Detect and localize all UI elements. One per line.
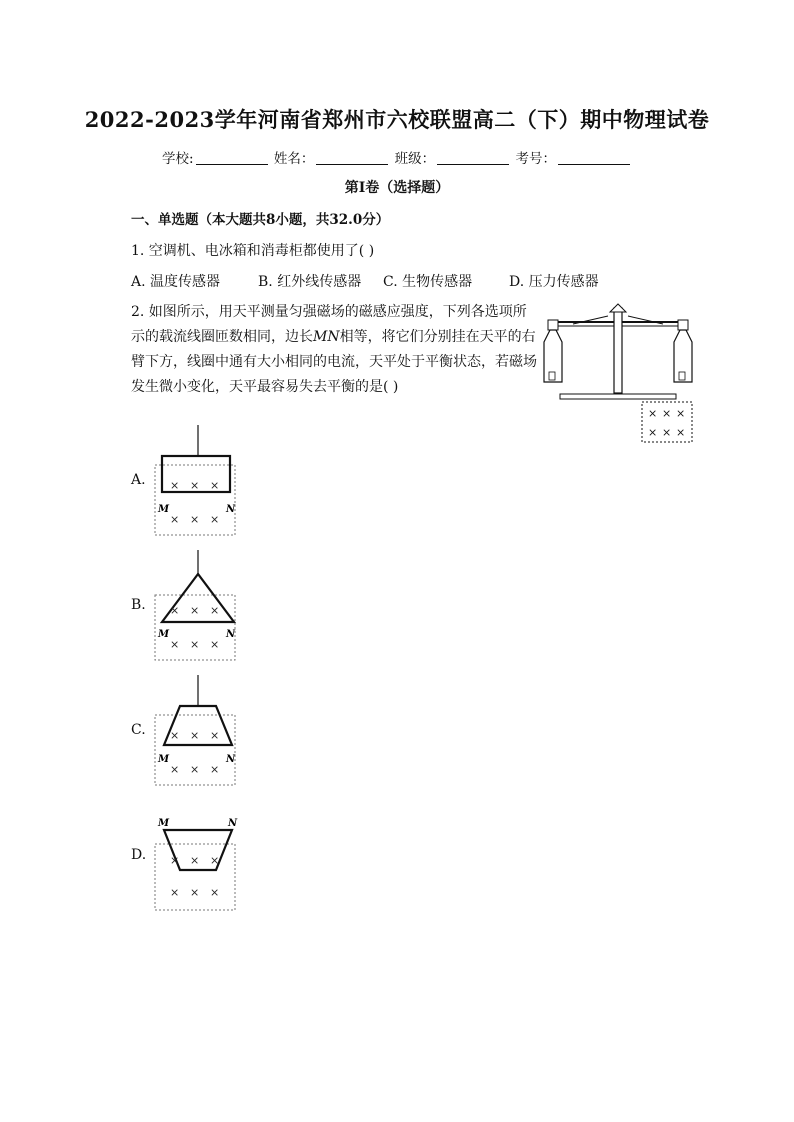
label-m: M — [158, 629, 170, 640]
q2-line-3: 臂下方，线圈中通有大小相同的电流，天平处于平衡状态，若磁场 — [131, 354, 537, 370]
cross-mark: × — [190, 638, 200, 651]
exam-title: 2022-2023学年河南省郑州市六校联盟高二（下）期中物理试卷 — [84, 107, 710, 132]
q2-option-b-figure[interactable] — [150, 550, 245, 665]
q1-option-b[interactable]: B. 红外线传感器 — [258, 274, 362, 290]
cross-mark: × — [190, 729, 200, 742]
question-1-text: 1. 空调机、电冰箱和消毒柜都使用了( ) — [131, 243, 375, 259]
cross-mark: × — [662, 426, 672, 439]
cross-mark: × — [210, 729, 220, 742]
label-m: M — [158, 754, 170, 765]
cross-mark: × — [676, 407, 686, 420]
balance-figure — [538, 302, 698, 447]
q2-line-2 — [131, 325, 535, 350]
student-info-line — [0, 147, 794, 167]
q2-option-d-figure[interactable] — [150, 814, 245, 914]
q2-option-a-figure[interactable] — [150, 425, 245, 540]
q2-mn-label: MN — [313, 329, 340, 345]
school-label: 学校: — [162, 151, 194, 167]
q1-option-d[interactable]: D. 压力传感器 — [509, 274, 599, 290]
cross-mark: × — [190, 886, 200, 899]
question-2-text — [131, 300, 535, 400]
cross-mark: × — [170, 854, 180, 867]
q1-option-c[interactable]: C. 生物传感器 — [383, 274, 473, 290]
cross-mark: × — [170, 763, 180, 776]
cross-mark: × — [190, 854, 200, 867]
cross-mark: × — [210, 886, 220, 899]
q2-option-a-label[interactable]: A. — [131, 472, 146, 488]
q2-line-2a: 示的载流线圈匝数相同，边长 — [131, 329, 313, 345]
cross-mark: × — [210, 604, 220, 617]
cross-mark: × — [662, 407, 672, 420]
cross-mark: × — [170, 604, 180, 617]
cross-mark: × — [190, 604, 200, 617]
q2-option-c-figure[interactable] — [150, 675, 245, 790]
label-n: N — [226, 504, 236, 515]
q2-option-c-label[interactable]: C. — [131, 722, 146, 738]
cross-mark: × — [190, 479, 200, 492]
q2-line-4: 发生微小变化，天平最容易失去平衡的是( ) — [131, 379, 399, 395]
q1-option-a[interactable]: A. 温度传感器 — [131, 274, 221, 290]
cross-mark: × — [170, 513, 180, 526]
cross-mark: × — [648, 426, 658, 439]
q2-line-2b: 相等，将它们分别挂在天平的右 — [339, 329, 536, 345]
class-label: 班级： — [394, 151, 436, 167]
cross-mark: × — [170, 638, 180, 651]
name-label: 姓名： — [273, 151, 315, 167]
school-blank[interactable] — [196, 152, 268, 165]
q2-option-d-label[interactable]: D. — [131, 847, 147, 863]
label-n: N — [226, 754, 236, 765]
q2-option-b-label[interactable]: B. — [131, 597, 146, 613]
class-blank[interactable] — [437, 152, 509, 165]
part-title: 一、单选题（本大题共8小题，共32.0分） — [131, 212, 390, 228]
q2-line-1: 2. 如图所示，用天平测量匀强磁场的磁感应强度，下列各选项所 — [131, 304, 527, 320]
exam-no-blank[interactable] — [558, 152, 630, 165]
cross-mark: × — [676, 426, 686, 439]
cross-mark: × — [190, 763, 200, 776]
cross-mark: × — [210, 638, 220, 651]
cross-mark: × — [170, 729, 180, 742]
exam-no-label: 考号： — [515, 151, 556, 167]
label-m: M — [158, 504, 170, 515]
cross-mark: × — [648, 407, 658, 420]
cross-mark: × — [170, 886, 180, 899]
cross-mark: × — [210, 513, 220, 526]
cross-mark: × — [210, 479, 220, 492]
name-blank[interactable] — [316, 152, 388, 165]
label-n: N — [228, 818, 238, 829]
section-title: 第I卷（选择题） — [344, 180, 450, 196]
cross-mark: × — [170, 479, 180, 492]
label-m: M — [158, 818, 170, 829]
label-n: N — [226, 629, 236, 640]
cross-mark: × — [210, 763, 220, 776]
cross-mark: × — [210, 854, 220, 867]
cross-mark: × — [190, 513, 200, 526]
